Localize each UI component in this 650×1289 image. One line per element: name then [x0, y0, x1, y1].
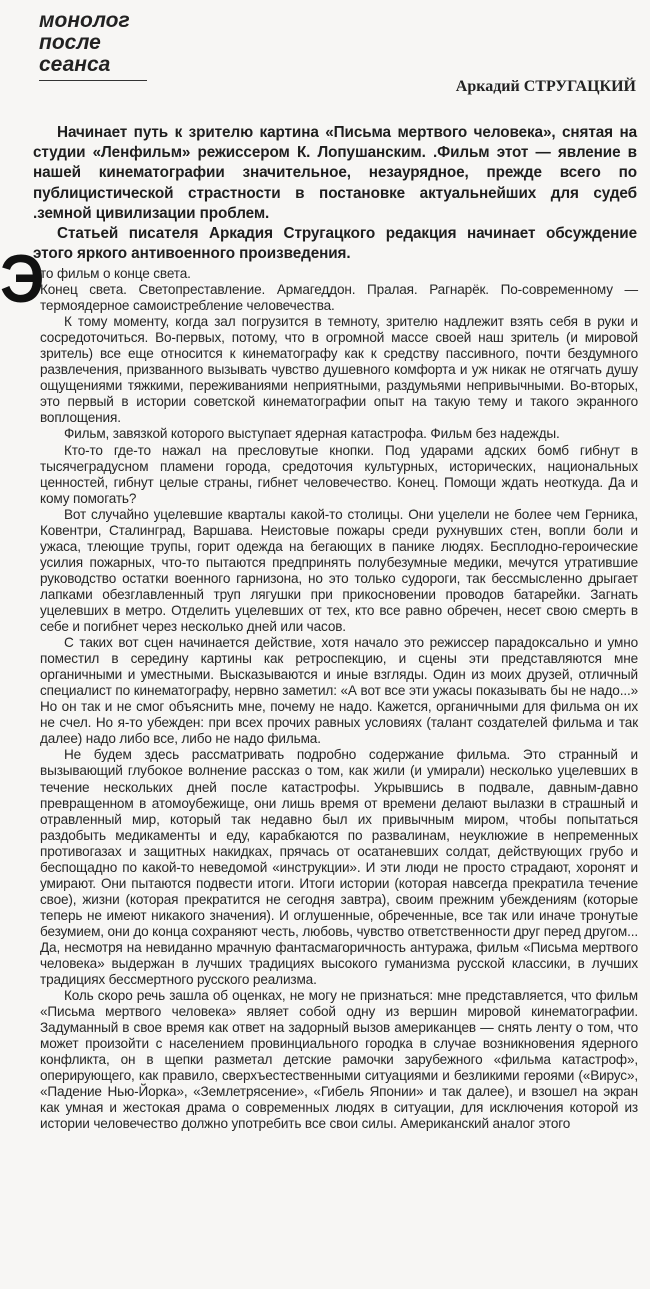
rubric-line: после — [39, 31, 101, 54]
article-paragraph: Кто-то где-то нажал на пресловутые кнопки. Под ударами адских бомб гибнут в тысячеградусном пламени города, средоточия культурных, исторических, национальных ценностей, гибнут целые страны, гибнет человечество. Конец. Помощи ждать неоткуда. Да и кому помогать? — [40, 442, 638, 506]
article-paragraph: Не будем здесь рассматривать подробно содержание фильма. Это странный и вызывающий глубокое волнение рассказ о том, как жили (и умирали) несколько уцелевших в течение нескольких дней после катастрофы. Укрывшись в подвале, давным-давно превращенном в атомоубежище, они лишь время от времени делают вылазки в страшный и отравленный мир, который так недавно был их привычным миром, чтобы попытаться раздобыть медикаменты и еду, карабкаются по развалинам, неуклюжие в непременных противогазах и защитных накидках, прячась от осатаневших солдат, действующих грубо и беспощадно по какой-то неведомой «инструкции». И эти люди не просто страдают, хоронят и умирают. Они пытаются подвести итоги. Итоги истории (которая навсегда прекратила течение свое), жизни (которая прекратится не сегодня завтра), своим прежним убеждениям (которые теперь не имеют никакого значения). И оглушенные, обреченные, все так или иначе тронутые безумием, они до конца сохраняют честь, любовь, чувство ответственности друг перед другом... Да, несмотря на невиданно мрачную фантасмагоричность антуража, фильм «Письма мертвого человека» выдержан в лучших традициях высокого гуманизма русской классики, в лучших традициях бессмертного русского реализма. — [40, 747, 638, 988]
article-paragraph: Вот случайно уцелевшие кварталы какой-то столицы. Они уцелели не более чем Герника, Ковентри, Сталинград, Варшава. Неистовые пожары среди рухнувших стен, вопли боли и ужаса, тлеющие трупы, горит одежда на бегающих в панике людях. Бесплодно-героические усилия пожарных, что-то пытаются предпринять полубезумные медики, мечутся утратившие руководство остатки военного гарнизона, но это только судороги, так бессмысленно дрыгает лапками обезглавленный труп лягушки при прикосновении проводов батарейки. Загнать уцелевших в метро. Отделить уцелевших от тех, кто все равно обречен, несет свою смерть в себе и погибнет через несколько дней или часов. — [40, 506, 638, 635]
rubric-line: сеанса — [39, 53, 111, 76]
section-rubric — [39, 10, 147, 81]
article-body — [40, 266, 638, 1133]
lead-paragraph: Статьей писателя Аркадия Стругацкого редакция начинает обсуждение этого яркого антивоенного произведения. — [33, 225, 637, 263]
author-name: Аркадий СТРУГАЦКИЙ — [455, 78, 636, 95]
article-paragraph: С таких вот сцен начинается действие, хотя начало это режиссер парадоксально и умно поместил в середину картины как ретроспекцию, и сцены эти представляются мне органичными и уместными. Высказываются и иные взгляды. Один из моих друзей, отличный специалист по кинематографу, нервно заметил: «А вот все эти ужасы показывать бы не надо...» Но он так и не смог объяснить мне, почему не надо. Кажется, органичными для фильма он их не счел. Но я-то убежден: при всех прочих равных условиях (талант создателей фильма и так далее) надо либо все, либо не надо фильма. — [40, 635, 638, 747]
article-paragraph: К тому моменту, когда зал погрузится в темноту, зрителю надлежит взять себя в руки и сосредоточиться. Во-первых, потому, что в огромной массе своей наш зритель (и мировой зритель) все еще относится к кинематографу как к средству пассивного, почти бездумного развлечения, призванного вызывать чувство душевного комфорта и уж никак не отягчать душу ощущениями тяжкими, переживаниями неприятными, раздумьями непривычными. Во-вторых, это первый в истории советской кинематографии опыт на такую тему и такого экранного воплощения. — [40, 314, 638, 426]
rubric-line: монолог — [39, 9, 130, 32]
drop-cap: Э — [0, 241, 45, 317]
article-paragraph: Коль скоро речь зашла об оценках, не могу не признаться: мне представляется, что фильм «Письма мертвого человека» являет собой одну из вершин мировой кинематографии. Задуманный в свое время как ответ на задорный вызов американцев — снять ленту о том, что может произойти с населением провинциального городка в случае возникновения ядерного конфликта, он в щепки разметал детские рамочки зарубежного «фильма катастроф», оперирующего, как правило, сверхъестественными ситуациями и безликими героями («Вирус», «Падение Нью-Йорка», «Землетрясение», «Гибель Японии» и так далее), и взошел на экран как умная и жестокая драма о современных людях в ситуации, для исключения которой из истории человечество должно употребить все свои силы. Американский аналог этого — [40, 988, 638, 1132]
article-opening-line: то фильм о конце света. — [40, 266, 191, 281]
article-paragraph: Конец света. Светопреставление. Армагеддон. Пралая. Рагнарёк. По-современному — термоядерное самоистребление человечества. — [40, 282, 638, 314]
lead-paragraph: Начинает путь к зрителю картина «Письма мертвого человека», снятая на студии «Ленфильм» режиссером К. Лопушанским. .Фильм этот — явление в нашей кинематографии значительное, незаурядное, прежде всего по публицистической страстности в постановке актуальнейших для судеб .земной цивилизации проблем. — [33, 124, 637, 222]
article-paragraph: Фильм, завязкой которого выступает ядерная катастрофа. Фильм без надежды. — [64, 426, 560, 442]
editorial-lead — [33, 123, 637, 264]
